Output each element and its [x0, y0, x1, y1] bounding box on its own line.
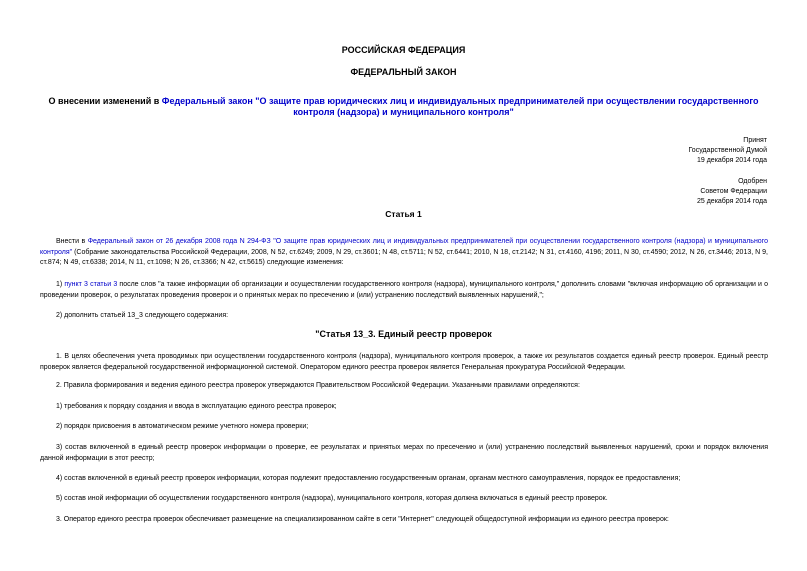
article-13-3-paragraph-4: 2) порядок присвоения в автоматическом режиме учетного номера проверки; [56, 423, 309, 430]
article-3-point-3-link[interactable]: пункт 3 статьи 3 [64, 281, 118, 288]
adopted-by-line: Государственной Думой [688, 147, 767, 154]
adopted-line: Принят [743, 137, 767, 144]
title-prefix: О внесении изменений в [48, 96, 162, 106]
document-header-federation: РОССИЙСКАЯ ФЕДЕРАЦИЯ [341, 45, 466, 55]
article-13-3-paragraph-3: 1) требования к порядку создания и ввода в эксплуатацию единого реестра проверок; [56, 403, 337, 410]
article-13-3-paragraph-6: 4) состав включенной в единый реестр проверок информации, которая подлежит предоставлению государственным органам, органам местного самоуправления, порядок ее предоставления; [56, 475, 681, 482]
article-13-3-paragraph-5: 3) состав включенной в единый реестр проверок информации о проверке, ее результатах и принятых мерах по пресечению и (или) устранению последствий выявленных нарушений, сроки и порядок включения данной информации в этот реестр; [40, 444, 768, 462]
approved-block [697, 177, 767, 207]
paragraph-text: Внести в [56, 238, 88, 245]
paragraph-text: 1) [56, 281, 65, 288]
approved-date-line: 25 декабря 2014 года [696, 198, 767, 205]
document-title [40, 96, 767, 118]
approved-line: Одобрен [738, 178, 767, 185]
article-1-paragraph-3: 2) дополнить статьей 13_3 следующего содержания: [56, 312, 229, 319]
paragraph-text: после слов "а также информации об организации и осуществлении государственного контроля (надзора), муниципального контроля," дополнить словами "включая информацию об организации и о проведении проверок, о результатах проведения проверок и о принятых мерах по пресечению и (или) устранению последствий выявленных нарушений,"; [40, 281, 768, 299]
adopted-block [688, 136, 767, 166]
title-law-link[interactable]: Федеральный закон "О защите прав юридических лиц и индивидуальных предпринимателей при осуществлении государственного контроля (надзора) и муниципального контроля" [161, 96, 759, 117]
article-13-3-paragraph-2: 2. Правила формирования и ведения единого реестра проверок утверждаются Правительством Российской Федерации. Указанными правилами определяются: [56, 382, 580, 389]
paragraph-text: (Собрание законодательства Российской Федерации, 2008, N 52, ст.6249; 2009, N 29, ст.3601; N 48, ст.5711; N 52, ст.6441; 2010, N 18, ст.2142; N 31, ст.4160, 4196; 2011, N 30, ст.4590; 2012, N 26, ст.3446; 2013, N 9, ст.874; N 49, ст.6338; 2014, N 11, ст.1098; N 26, ст.3366; N 42, ст.5615) следующие изменения: [40, 248, 768, 266]
article-13-3-paragraph-1: 1. В целях обеспечения учета проводимых при осуществлении государственного контроля (надзора), муниципального контроля проверок, а также их результатов создается единый реестр проверок. Единый реестр проверок является федеральной государственной информационной системой. Оператором единого реестра проверок является Генеральная прокуратура Российской Федерации. [40, 353, 768, 371]
article-13-3-paragraph-7: 5) состав иной информации об осуществлении государственного контроля (надзора), муниципального контроля, которая должна включаться в единый реестр проверок. [56, 495, 608, 502]
article-1-heading: Статья 1 [385, 209, 422, 219]
article-1-paragraph-1 [40, 237, 768, 269]
article-13-3-paragraph-8: 3. Оператор единого реестра проверок обеспечивает размещение на специализированном сайте в сети "Интернет" следующей общедоступной информации из единого реестра проверок: [56, 516, 669, 523]
approved-by-line: Советом Федерации [700, 188, 767, 195]
document-header-law-type: ФЕДЕРАЛЬНЫЙ ЗАКОН [350, 67, 457, 77]
adopted-date-line: 19 декабря 2014 года [696, 157, 767, 164]
article-13-3-heading: "Статья 13_3. Единый реестр проверок [315, 329, 492, 339]
law-294-fz-link[interactable]: Федеральный закон от 26 декабря 2008 года N 294-ФЗ "О защите прав юридических лиц и индивидуальных предпринимателей при осуществлении государственного контроля (надзора) и муниципального контроля" [40, 238, 768, 256]
article-1-paragraph-2 [40, 280, 768, 301]
